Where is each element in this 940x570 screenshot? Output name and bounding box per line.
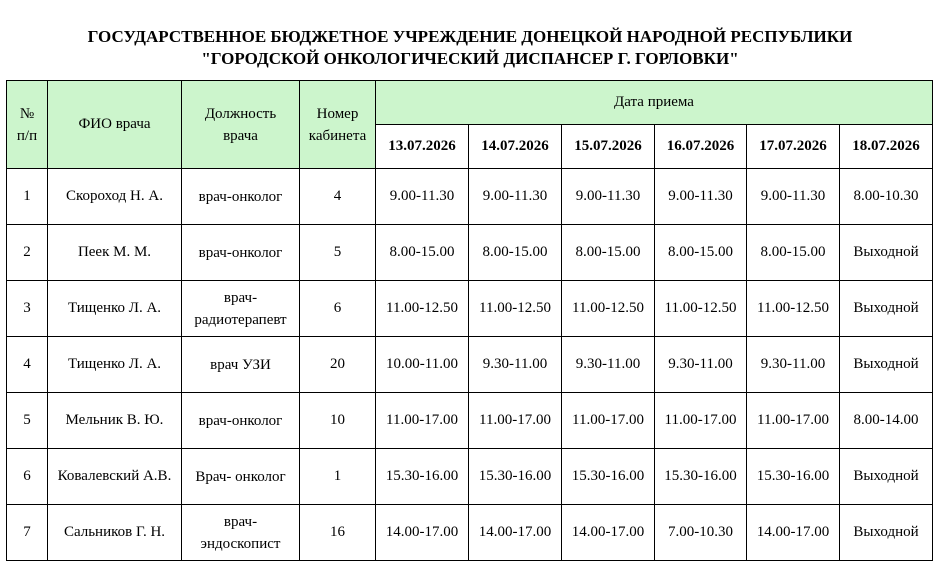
date-header: 18.07.2026 (840, 125, 933, 169)
row-number: 6 (7, 449, 48, 505)
schedule-cell: 15.30-16.00 (747, 449, 840, 505)
schedule-cell: Выходной (840, 337, 933, 393)
cabinet-number: 5 (300, 225, 376, 281)
row-number: 3 (7, 281, 48, 337)
schedule-cell: Выходной (840, 225, 933, 281)
schedule-cell: 11.00-17.00 (469, 393, 562, 449)
doctor-name: Мельник В. Ю. (48, 393, 182, 449)
position-line-1: врач- (223, 513, 258, 530)
doctor-name: Скороход Н. А. (48, 169, 182, 225)
schedule-cell: 14.00-17.00 (376, 505, 469, 561)
doctor-position (182, 449, 300, 505)
schedule-cell: 11.00-12.50 (376, 281, 469, 337)
row-number: 4 (7, 337, 48, 393)
schedule-cell: 8.00-15.00 (655, 225, 747, 281)
schedule-cell: 11.00-17.00 (376, 393, 469, 449)
schedule-cell: 9.00-11.30 (655, 169, 747, 225)
schedule-cell: 15.30-16.00 (469, 449, 562, 505)
schedule-cell: 8.00-15.00 (376, 225, 469, 281)
schedule-body (7, 169, 933, 561)
header-name: ФИО врача (48, 81, 182, 169)
cabinet-number: 1 (300, 449, 376, 505)
document-title (0, 26, 940, 70)
cabinet-number: 10 (300, 393, 376, 449)
doctor-name: Ковалевский А.В. (48, 449, 182, 505)
doctor-position (182, 337, 300, 393)
header-row (7, 81, 933, 125)
schedule-cell: 9.30-11.00 (747, 337, 840, 393)
doctor-name: Тищенко Л. А. (48, 281, 182, 337)
schedule-cell: 9.30-11.00 (562, 337, 655, 393)
position-line-1: врач УЗИ (210, 356, 271, 373)
cabinet-number: 20 (300, 337, 376, 393)
header-cabinet: Номер кабинета (300, 81, 376, 169)
date-header: 14.07.2026 (469, 125, 562, 169)
position-line-1: врач-онколог (198, 188, 283, 205)
header-date-group: Дата приема (376, 81, 933, 125)
doctor-position (182, 505, 300, 561)
row-number: 1 (7, 169, 48, 225)
schedule-cell: 9.30-11.00 (469, 337, 562, 393)
schedule-cell: 15.30-16.00 (376, 449, 469, 505)
schedule-cell: 11.00-17.00 (562, 393, 655, 449)
header-num: № п/п (7, 81, 48, 169)
schedule-cell: 9.00-11.30 (747, 169, 840, 225)
table-row (7, 337, 933, 393)
schedule-cell: 15.30-16.00 (562, 449, 655, 505)
schedule-cell: 9.00-11.30 (562, 169, 655, 225)
row-number: 7 (7, 505, 48, 561)
date-header: 15.07.2026 (562, 125, 655, 169)
table-row (7, 449, 933, 505)
position-line-1: врач-онколог (198, 412, 283, 429)
schedule-cell: 11.00-12.50 (469, 281, 562, 337)
schedule-cell: 11.00-17.00 (655, 393, 747, 449)
date-header: 16.07.2026 (655, 125, 747, 169)
schedule-cell: 8.00-15.00 (562, 225, 655, 281)
schedule-cell: Выходной (840, 505, 933, 561)
schedule-cell: 8.00-15.00 (747, 225, 840, 281)
schedule-cell: 11.00-17.00 (747, 393, 840, 449)
header-position: Должность врача (182, 81, 300, 169)
date-header: 17.07.2026 (747, 125, 840, 169)
doctor-position (182, 393, 300, 449)
table-row (7, 281, 933, 337)
table-row (7, 169, 933, 225)
cabinet-number: 4 (300, 169, 376, 225)
position-line-2: эндоскопист (200, 535, 281, 552)
doctor-position (182, 225, 300, 281)
position-line-2: радиотерапевт (194, 311, 287, 328)
doctor-position (182, 281, 300, 337)
position-line-1: Врач- онколог (195, 468, 286, 485)
schedule-cell: 8.00-15.00 (469, 225, 562, 281)
title-line-1: ГОСУДАРСТВЕННОЕ БЮДЖЕТНОЕ УЧРЕЖДЕНИЕ ДОНЕЦКОЙ НАРОДНОЙ РЕСПУБЛИКИ (87, 27, 853, 46)
schedule-cell: 11.00-12.50 (562, 281, 655, 337)
schedule-cell: 9.30-11.00 (655, 337, 747, 393)
schedule-cell: 9.00-11.30 (469, 169, 562, 225)
row-number: 2 (7, 225, 48, 281)
doctor-name: Пеек М. М. (48, 225, 182, 281)
schedule-cell: Выходной (840, 281, 933, 337)
schedule-cell: 9.00-11.30 (376, 169, 469, 225)
schedule-cell: 14.00-17.00 (562, 505, 655, 561)
position-line-1: врач-онколог (198, 244, 283, 261)
schedule-cell: Выходной (840, 449, 933, 505)
schedule-cell: 14.00-17.00 (747, 505, 840, 561)
date-header: 13.07.2026 (376, 125, 469, 169)
cabinet-number: 16 (300, 505, 376, 561)
schedule-cell: 11.00-12.50 (747, 281, 840, 337)
doctor-name: Тищенко Л. А. (48, 337, 182, 393)
title-line-2: "ГОРОДСКОЙ ОНКОЛОГИЧЕСКИЙ ДИСПАНСЕР Г. ГОРЛОВКИ" (201, 49, 739, 68)
table-row (7, 225, 933, 281)
schedule-cell: 7.00-10.30 (655, 505, 747, 561)
schedule-cell: 11.00-12.50 (655, 281, 747, 337)
doctor-position (182, 169, 300, 225)
doctor-name: Сальников Г. Н. (48, 505, 182, 561)
table-row (7, 393, 933, 449)
table-row (7, 505, 933, 561)
schedule-cell: 15.30-16.00 (655, 449, 747, 505)
schedule-table (6, 80, 933, 561)
schedule-cell: 8.00-14.00 (840, 393, 933, 449)
row-number: 5 (7, 393, 48, 449)
schedule-cell: 10.00-11.00 (376, 337, 469, 393)
position-line-1: врач- (223, 289, 258, 306)
cabinet-number: 6 (300, 281, 376, 337)
schedule-cell: 14.00-17.00 (469, 505, 562, 561)
schedule-cell: 8.00-10.30 (840, 169, 933, 225)
